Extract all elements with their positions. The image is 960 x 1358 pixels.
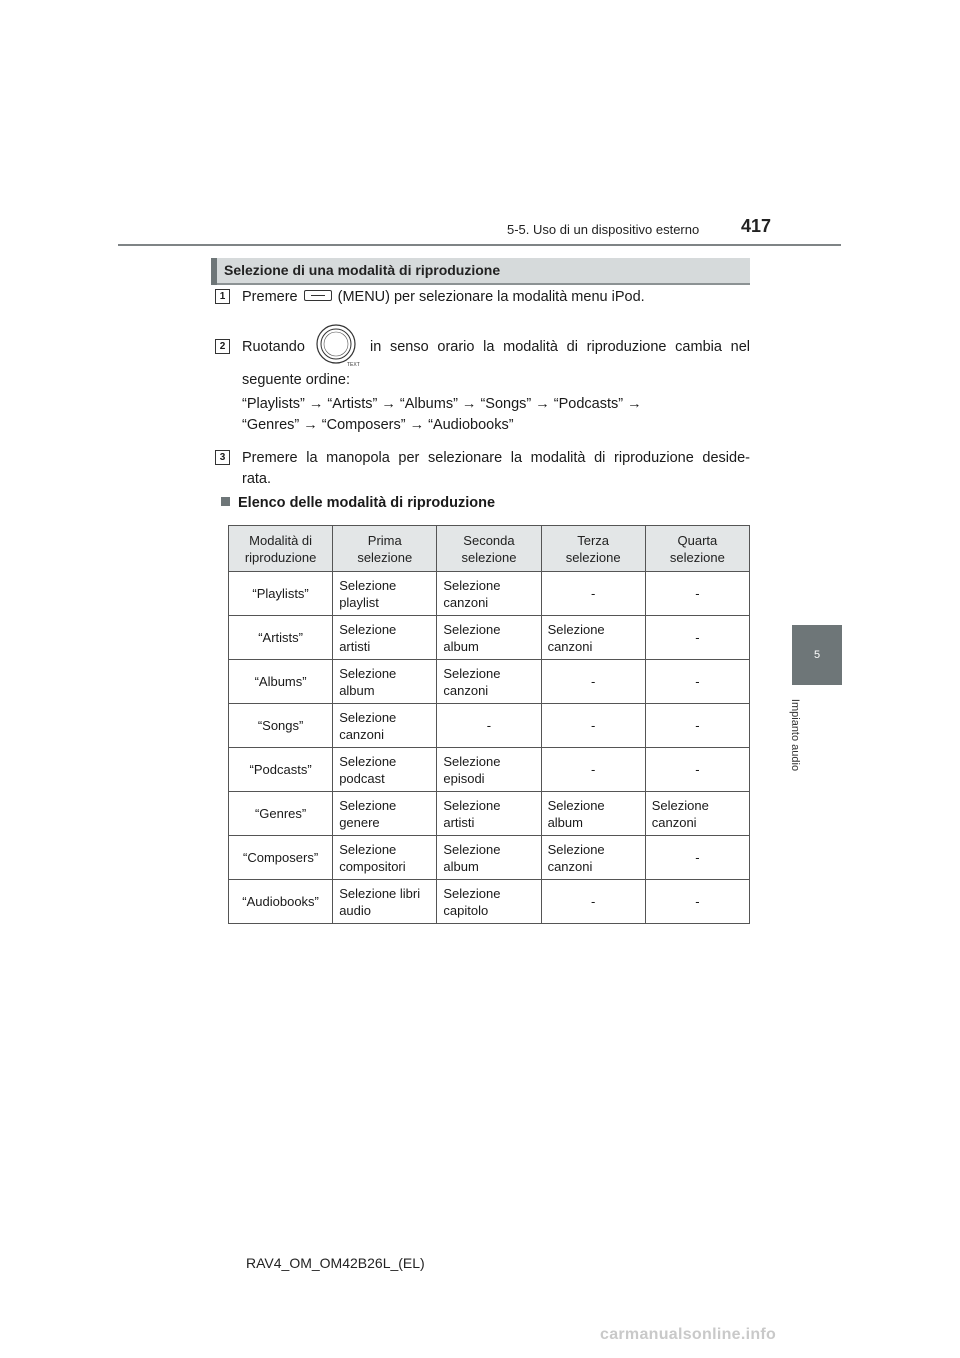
cell-line: canzoni <box>547 638 593 654</box>
table-subheading <box>221 495 495 511</box>
step-2-text-after: in senso orario la modalità di riproduzione cambia nel <box>370 339 750 355</box>
cell-line: Selezione <box>443 885 501 901</box>
selection-cell <box>333 572 437 616</box>
selection-cell <box>437 836 541 880</box>
cell-line: Selezione <box>443 753 501 769</box>
cell-line: - <box>590 718 596 733</box>
cell-line: episodi <box>443 770 485 786</box>
header-third <box>541 526 645 572</box>
step-number-3: 3 <box>215 450 230 465</box>
cell-line: - <box>695 630 700 645</box>
cell-line: canzoni <box>443 594 489 610</box>
playback-sequence-line1: “Playlists” → “Artists” → “Albums” → “Songs” → “Podcasts” → <box>242 396 642 412</box>
cell-line: Selezione <box>547 841 605 857</box>
header-first <box>333 526 437 572</box>
cell-line: artisti <box>443 814 475 830</box>
cell-line: capitolo <box>443 902 489 918</box>
cell-line: Selezione <box>339 709 397 725</box>
empty-selection-cell <box>541 880 645 924</box>
cell-line: Selezione <box>339 621 397 637</box>
selection-cell <box>437 880 541 924</box>
empty-selection-cell <box>645 748 749 792</box>
header-line: Modalità di <box>249 532 313 548</box>
cell-line: canzoni <box>443 682 489 698</box>
step-3-text-line1: Premere la manopola per selezionare la modalità di riproduzione deside- <box>242 450 750 466</box>
cell-line: - <box>695 762 700 777</box>
cell-line: Selezione libri <box>339 885 421 901</box>
mode-cell: “Artists” <box>229 616 333 660</box>
header-line: selezione <box>669 549 725 565</box>
selection-cell <box>437 792 541 836</box>
cell-line: artisti <box>339 638 371 654</box>
cell-line: album <box>547 814 583 830</box>
playback-sequence-line2: “Genres” → “Composers” → “Audiobooks” <box>242 417 514 433</box>
mode-cell: “Albums” <box>229 660 333 704</box>
empty-selection-cell <box>645 572 749 616</box>
cell-line: - <box>695 894 700 909</box>
cell-line: - <box>695 586 700 601</box>
cell-line: Selezione <box>443 797 501 813</box>
chapter-tab <box>792 625 842 685</box>
cell-line: Selezione <box>443 577 501 593</box>
cell-line: - <box>590 674 596 689</box>
empty-selection-cell <box>437 704 541 748</box>
cell-line: - <box>695 850 700 865</box>
cell-line: Selezione <box>443 621 501 637</box>
table-row <box>229 836 750 880</box>
cell-line: playlist <box>339 594 379 610</box>
cell-line: album <box>339 682 375 698</box>
cell-line: - <box>590 586 596 601</box>
header-line: Terza <box>577 532 610 548</box>
empty-selection-cell <box>541 704 645 748</box>
chapter-number: 5 <box>813 649 821 661</box>
cell-line: genere <box>339 814 380 830</box>
cell-line: audio <box>339 902 371 918</box>
empty-selection-cell <box>541 660 645 704</box>
mode-cell: “Audiobooks” <box>229 880 333 924</box>
header-rule <box>118 244 841 246</box>
section-title: 5-5. Uso di un dispositivo esterno <box>507 222 700 237</box>
tune-knob-icon <box>314 323 358 367</box>
table-row <box>229 616 750 660</box>
cell-line: canzoni <box>339 726 384 742</box>
cell-line: canzoni <box>651 814 697 830</box>
selection-cell <box>333 880 437 924</box>
selection-cell <box>333 792 437 836</box>
cell-line: album <box>443 858 479 874</box>
mode-cell: “Songs” <box>229 704 333 748</box>
cell-line: Selezione <box>651 797 709 813</box>
section-heading-text: Selezione di una modalità di riproduzione <box>224 262 501 278</box>
header-line: selezione <box>565 549 621 565</box>
header-line: Prima <box>367 532 402 548</box>
table-row <box>229 572 750 616</box>
cell-line: - <box>695 718 700 733</box>
empty-selection-cell <box>645 616 749 660</box>
cell-line: - <box>486 718 492 733</box>
table-row <box>229 704 750 748</box>
cell-line: album <box>443 638 479 654</box>
square-bullet-icon <box>221 497 230 506</box>
step-2-text-line2: seguente ordine: <box>242 372 351 388</box>
cell-line: canzoni <box>547 858 593 874</box>
table-row <box>229 748 750 792</box>
mode-cell: “Genres” <box>229 792 333 836</box>
selection-cell <box>645 792 749 836</box>
selection-cell <box>541 792 645 836</box>
playback-modes-table <box>228 525 750 924</box>
cell-line: Selezione <box>339 841 397 857</box>
mode-cell: “Podcasts” <box>229 748 333 792</box>
watermark: carmanualsonline.info <box>600 1326 777 1343</box>
document-code: RAV4_OM_OM42B26L_(EL) <box>246 1255 425 1271</box>
cell-line: - <box>695 674 700 689</box>
mode-cell: “Composers” <box>229 836 333 880</box>
selection-cell <box>437 616 541 660</box>
empty-selection-cell <box>645 660 749 704</box>
cell-line: - <box>590 762 596 777</box>
empty-selection-cell <box>541 748 645 792</box>
cell-line: Selezione <box>443 841 501 857</box>
cell-line: Selezione <box>339 797 397 813</box>
selection-cell <box>333 704 437 748</box>
table-row <box>229 660 750 704</box>
step-1-text <box>242 287 752 308</box>
cell-line: Selezione <box>339 665 397 681</box>
cell-line: Selezione <box>547 797 605 813</box>
header-line: Quarta <box>677 532 718 548</box>
cell-line: podcast <box>339 770 385 786</box>
selection-cell <box>333 836 437 880</box>
step-2-text-before: Ruotando <box>242 339 305 355</box>
step-1-text-before: Premere <box>242 289 298 305</box>
header-line: selezione <box>461 549 517 565</box>
selection-cell <box>437 748 541 792</box>
cell-line: - <box>590 894 596 909</box>
step-number-1: 1 <box>215 289 230 304</box>
cell-line: Selezione <box>443 665 501 681</box>
step-3-text-line2: rata. <box>242 471 272 487</box>
menu-button-icon <box>304 290 332 301</box>
chapter-label <box>778 690 812 780</box>
cell-line: compositori <box>339 858 406 874</box>
selection-cell <box>437 660 541 704</box>
header-line: riproduzione <box>244 549 317 565</box>
cell-line: Selezione <box>339 577 397 593</box>
empty-selection-cell <box>645 880 749 924</box>
empty-selection-cell <box>541 572 645 616</box>
chapter-title: Impianto audio <box>789 698 801 772</box>
page-number: 417 <box>741 216 772 236</box>
selection-cell <box>333 748 437 792</box>
selection-cell <box>541 616 645 660</box>
header-line: Seconda <box>463 532 515 548</box>
header-line: selezione <box>357 549 413 565</box>
mode-cell: “Playlists” <box>229 572 333 616</box>
knob-label: TEXT <box>347 362 360 368</box>
table-row <box>229 792 750 836</box>
section-heading <box>211 258 750 285</box>
header-fourth <box>645 526 749 572</box>
empty-selection-cell <box>645 836 749 880</box>
cell-line: Selezione <box>339 753 397 769</box>
table-subheading-text: Elenco delle modalità di riproduzione <box>238 495 496 511</box>
table-header-row <box>229 526 750 572</box>
header-second <box>437 526 541 572</box>
selection-cell <box>541 836 645 880</box>
step-1-text-after: (MENU) per selezionare la modalità menu iPod. <box>337 289 645 305</box>
empty-selection-cell <box>645 704 749 748</box>
header-mode <box>229 526 333 572</box>
step-number-2: 2 <box>215 339 230 354</box>
selection-cell <box>333 616 437 660</box>
selection-cell <box>437 572 541 616</box>
cell-line: Selezione <box>547 621 605 637</box>
table-row <box>229 880 750 924</box>
selection-cell <box>333 660 437 704</box>
